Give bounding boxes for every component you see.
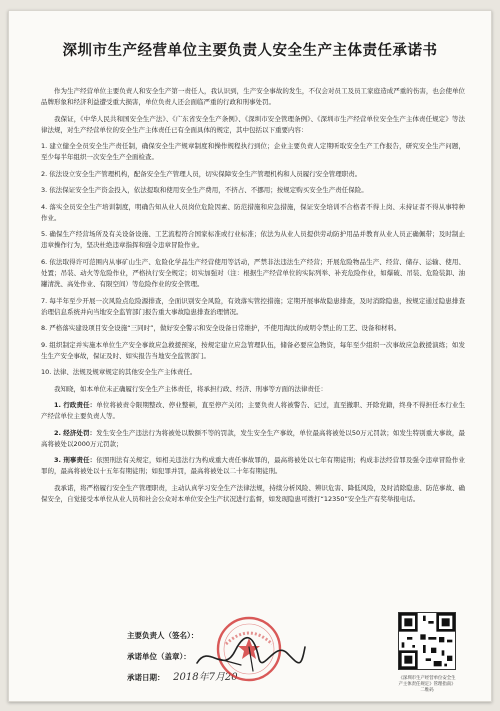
duty-item: 3. 依法保证安全生产资金投入，依法提取和使用安全生产费用，不挤占、不挪用；按规定购买安全生产责任保险。 [41,186,368,195]
consequence-label: 2. 经济处罚： [54,428,97,437]
qr-code-block [397,612,457,694]
document-body [41,86,465,510]
duty-item: 6. 依法取得许可范围内从事矿山生产、危险化学品生产经营使用等活动，严禁非法违法生产经营；开展危险物品生产、经营、储存、运输、使用、处置；吊装、动火等危险作业，严格执行安全规定；切实加强对（注：根据生产经营单位的实际列举、补充危险作业，如爆破、吊装、危险装卸、油罐清洗、高处作业、有限空间）等危险作业的安全管理。 [41,257,465,289]
date-label: 承诺日期： [127,673,165,682]
pledge-paragraph: 我承诺，将严格履行安全生产管理职责，主动认真学习安全生产法律法规，持续分析风险、辨识危害、降低风险，及时消除隐患、防范事故、确保安全，自觉接受本单位从业人员和社会公众对本单位安全生产状况进行监督，如发现隐患可拨打“12350”安全生产有奖举报电话。 [41,483,465,503]
consequence-item [41,400,465,422]
duty-item: 4. 落实全员安全生产培训制度，明确告知从业人员岗位危险因素、防范措施和应急措施，保证安全培训不合格者不得上岗、未持证者不得从事特种作业。 [41,202,465,222]
consequence-label: 3. 刑事责任： [54,456,97,465]
qr-caption: 《深圳市生产经营单位安全生产主体责任规定》管理指南》二维码 [398,676,456,693]
handwritten-signature-icon [189,629,309,693]
pledge-document [8,10,492,702]
duty-item: 2. 依法设立安全生产管理机构，配备安全生产管理人员，切实保障安全生产管理机构和人员履行安全管理职责。 [41,169,362,178]
legal-basis-paragraph: 我保证，《中华人民共和国安全生产法》、《广东省安全生产条例》、《深圳市安全管理条例》、《深圳市生产经营单位安全生产主体责任规定》等法律法规，对生产经营单位的安全生产主体责任已有全面具体的规定，其中包括以下重要内容： [41,114,465,134]
intro-paragraph: 作为生产经营单位主要负责人和安全生产第一责任人，我认识到，生产安全事故的发生，不仅会对员工及员工家庭造成严重的伤害，也会使单位品牌形象和经济利益遭受重大损害，单位负责人还会面临严重的行政和刑事处罚。 [41,87,465,107]
consequence-text: 发生安全生产违法行为将被处以数额不等的罚款，发生安全生产事故，单位最高将被处以50万元罚款；如发生特别重大事故，最高将被处以2000万元罚款； [41,428,465,448]
duty-item: 10. 法律、法规及规章规定的其他安全生产主体责任。 [41,368,197,377]
handwritten-date: 2018年7月20 [173,672,238,683]
duty-list [41,141,465,378]
duty-item: 1. 建立健全全员安全生产责任制，确保安全生产规章制度和操作规程执行到位；企业主要负责人定期听取安全生产工作报告，研究安全生产问题，至少每半年组织一次安全生产全面检查。 [41,142,465,162]
duty-item: 7. 每半年至少开展一次风险点危险源排查，全面识别安全风险，有效落实管控措施；定期开展事故隐患排查，及时消除隐患，按规定通过隐患排查治理信息系统并向当地安全监管部门报告重大事故隐患排查治理情况。 [41,296,465,316]
duty-item: 8. 严格落实建设项目安全设施“三同时”，做好安全警示和安全设备日常维护，不使用淘汰的或明令禁止的工艺、设备和材料。 [41,324,401,333]
consequence-intro: 我知晓，如本单位未正确履行安全生产主体责任，将承担行政、经济、刑事等方面的法律责任： [54,384,327,393]
duty-item: 9. 组织制定并实施本单位生产安全事故应急救援预案，按规定建立应急管理队伍，储备必要应急物资，每年至少组织一次事故应急救援演练；如发生生产安全事故，保证及时、如实报告当地安全监管部门。 [41,340,465,360]
consequence-item [41,455,465,477]
consequence-text: 依照刑法有关规定，如相关违法行为构成重大责任事故罪的，最高将被处以七年有期徒刑；构成非法经营罪及强令违章冒险作业罪的，最高将被处以十五年有期徒刑；如犯罪并罚，最高将被处以二十年有期徒刑。 [41,456,466,476]
consequence-label: 1. 行政责任： [54,400,97,409]
qr-code-icon [398,612,456,670]
consequence-text: 单位将被责令限期整改、停业整顿，直至停产关闭；主要负责人将被警告、记过，直至撤职、开除党籍，终身不得担任本行业生产经营单位主要负责人等。 [41,400,466,421]
duty-item: 5. 确保生产经营场所及有关设备设施、工艺流程符合国家标准或行业标准；依法为从业人员提供劳动防护用品并教育从业人员正确佩带；及时制止违章操作行为，坚决杜绝违章指挥和强令违章冒险作业。 [41,230,465,250]
person-label: 主要负责人（签名）： [127,631,199,640]
document-title: 深圳市生产经营单位主要负责人安全生产主体责任承诺书 [62,42,438,59]
consequence-item [41,428,465,450]
unit-label: 承诺单位（盖章）： [127,652,191,661]
